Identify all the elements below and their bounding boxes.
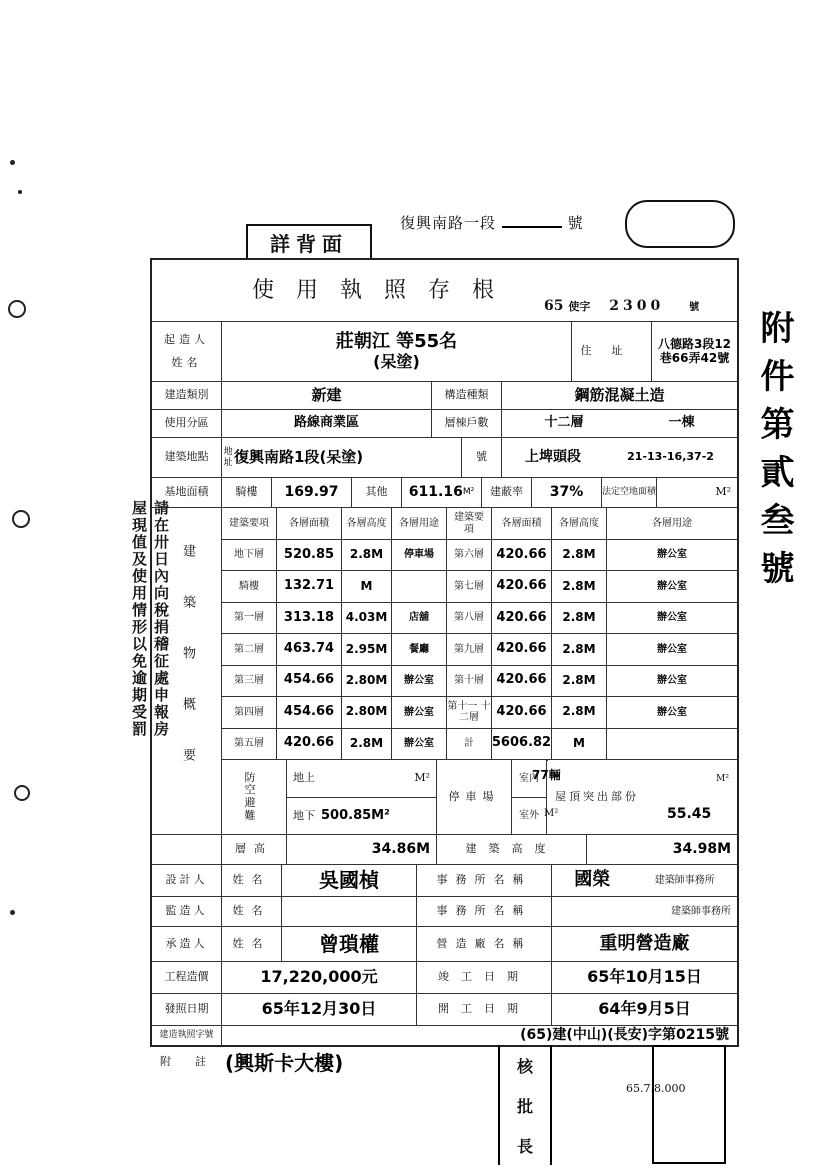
area-right-4-text: 420.66 (496, 672, 547, 688)
address-stamp-text: 復興南路一段 (400, 214, 497, 232)
header-right-2 (552, 508, 607, 540)
label-building-height (437, 835, 587, 865)
floor-left-0-text: 地下層 (234, 549, 264, 561)
floor-right-4-text: 第十層 (454, 675, 484, 687)
height-left-6 (342, 729, 392, 760)
label-structure-text: 構造種類 (444, 388, 489, 402)
label-zone-text: 使用分區 (164, 416, 209, 430)
use-left-0-text: 停車場 (404, 549, 434, 561)
height-right-1 (552, 571, 607, 602)
floor-right-1-text: 第七層 (454, 580, 484, 592)
floor-left-2-text: 第一層 (234, 612, 264, 624)
use-left-4-text: 辦公室 (404, 675, 434, 687)
header-left-1 (277, 508, 342, 540)
floor-right-0 (447, 540, 492, 571)
use-right-2 (607, 603, 737, 634)
label-contractor-name (222, 927, 282, 962)
building-floors-tail: 一棟 (668, 415, 695, 431)
shelter-below-label: 地下 (293, 808, 315, 822)
label-other-text: 其他 (365, 485, 388, 499)
header-right-0 (447, 508, 492, 540)
contractor-factory (552, 927, 737, 962)
use-right-4 (607, 666, 737, 697)
arcade-area-text: 169.97 (284, 484, 339, 501)
shelter-above-unit: M² (414, 771, 430, 785)
approval-label-2: 批 (516, 1096, 533, 1116)
form-title-row (152, 260, 737, 322)
use-right-3 (607, 634, 737, 665)
parking-outdoor-label-text: 室外 (519, 810, 539, 822)
floor-right-3-text: 第九層 (454, 643, 484, 655)
label-floors (432, 410, 502, 438)
use-left-2 (392, 603, 447, 634)
floor-left-1-text: 騎樓 (239, 580, 259, 592)
label-arcade-text: 騎樓 (235, 485, 258, 499)
height-right-5 (552, 697, 607, 728)
scan-speck (18, 190, 22, 194)
section-label-text: 建築物概要 (179, 543, 195, 799)
area-left-6 (277, 729, 342, 760)
label-permit-text: 建造執照字號 (159, 1030, 214, 1041)
scan-speck (12, 510, 30, 528)
corner-box (652, 1045, 726, 1164)
area-left-1 (277, 571, 342, 602)
issue-text: 65年12月30日 (261, 999, 377, 1019)
area-right-3-text: 420.66 (496, 641, 547, 657)
height-left-0 (342, 540, 392, 571)
owner-address (652, 322, 737, 382)
area-right-2-text: 420.66 (496, 609, 547, 625)
floor-left-3 (222, 634, 277, 665)
floor-left-5-text: 第四層 (234, 706, 264, 718)
label-start-text: 開工日期 (438, 1002, 530, 1016)
doc-number: 2300 (609, 298, 665, 314)
remark-row (150, 1043, 735, 1083)
floor-left-5 (222, 697, 277, 728)
label-cost-text: 工程造價 (164, 970, 209, 984)
area-left-0 (277, 540, 342, 571)
height-left-3-text: 2.95M (345, 641, 388, 656)
margin-notice (128, 500, 150, 800)
owner-name (222, 322, 572, 382)
parking-outdoor (530, 808, 558, 819)
usage-permit-form (150, 258, 739, 1047)
floor-right-0-text: 第六層 (454, 549, 484, 561)
label-complete-text: 竣工日期 (438, 970, 530, 984)
area-left-2-text: 313.18 (283, 609, 335, 625)
label-parking (437, 760, 512, 835)
label-designer-office-text: 事務所名稱 (436, 873, 532, 887)
label-contractor-text: 承造人 (165, 936, 208, 950)
height-left-1-text: M (360, 578, 373, 593)
floor-left-0 (222, 540, 277, 571)
use-left-4 (392, 666, 447, 697)
height-right-0 (552, 540, 607, 571)
height-right-2-text: 2.8M (562, 610, 596, 625)
height-left-4-text: 2.80M (345, 673, 388, 688)
building-structure-text: 鋼筋混凝土造 (574, 385, 665, 404)
building-floors-text: 十二層 (544, 415, 584, 431)
floor-left-6-text: 第五層 (234, 738, 264, 750)
height-left-1 (342, 571, 392, 602)
parking-indoor-label-text: 室內 (519, 772, 539, 784)
use-right-3-text: 辦公室 (657, 643, 687, 655)
legal-open (657, 478, 737, 508)
right-margin-text: 附件第貳叁號 (754, 310, 794, 598)
use-right-0-text: 辦公室 (657, 549, 687, 561)
label-designer-text: 設計人 (165, 873, 208, 887)
label-parking-text: 停車場 (448, 789, 500, 803)
building-height-text: 34.98M (672, 841, 731, 858)
address-stamp-tail: 號 (567, 214, 584, 232)
building-category (222, 382, 432, 410)
designer (282, 865, 417, 897)
area-right-0 (492, 540, 552, 571)
area-left-0-text: 520.85 (283, 546, 335, 562)
label-designer-name (222, 865, 282, 897)
header-left-2-text: 各層高度 (346, 517, 387, 529)
area-left-2 (277, 603, 342, 634)
parking-indoor-text: 77輛 (532, 768, 561, 782)
other-unit: M² (462, 487, 475, 498)
label-lot (462, 438, 502, 478)
label-shelter (222, 760, 287, 835)
floor-right-3 (447, 634, 492, 665)
label-arcade (222, 478, 272, 508)
label-site-text: 建築地點 (164, 450, 209, 464)
floor-height (287, 835, 437, 865)
floor-left-4-text: 第三層 (234, 675, 264, 687)
header-left-0-text: 建築要項 (229, 517, 269, 529)
label-lot-text: 號 (476, 450, 487, 464)
site-address (222, 438, 462, 478)
use-left-6 (392, 729, 447, 760)
height-left-5-text: 2.80M (345, 704, 388, 719)
label-structure (432, 382, 502, 410)
height-left-4 (342, 666, 392, 697)
site-address-text: 復興南路1段 (234, 447, 320, 466)
label-supervisor-office-text: 事務所名稱 (436, 904, 532, 918)
label-remark-text: 附註 (160, 1055, 230, 1068)
height-right-6-text: M (573, 735, 585, 750)
doc-year: 65 (544, 298, 564, 314)
label-legal-open-text: 法定空地面積 (602, 487, 657, 498)
use-left-0 (392, 540, 447, 571)
contractor (282, 927, 417, 962)
height-right-3-text: 2.8M (562, 641, 596, 656)
height-right-0-text: 2.8M (562, 547, 596, 562)
area-right-4 (492, 666, 552, 697)
address-stamp (400, 212, 584, 233)
label-area-text: 基地面積 (164, 485, 209, 499)
use-left-5 (392, 697, 447, 728)
height-right-3 (552, 634, 607, 665)
designer-office (552, 865, 737, 897)
shelter-above (287, 760, 437, 798)
label-address (572, 322, 652, 382)
header-left-1-text: 各層面積 (289, 517, 329, 529)
building-zone-text: 路線商業區 (293, 415, 359, 431)
roof-unit: M² (715, 773, 729, 784)
height-right-1-text: 2.8M (562, 578, 596, 593)
label-supervisor-text: 監造人 (165, 904, 208, 918)
label-floor-height-text: 層高 (235, 842, 273, 856)
area-right-0-text: 420.66 (496, 546, 547, 562)
other-area (402, 478, 482, 508)
height-right-4 (552, 666, 607, 697)
height-left-6-text: 2.8M (349, 735, 384, 750)
area-left-5 (277, 697, 342, 728)
header-right-3 (607, 508, 737, 540)
use-right-2-text: 辦公室 (657, 612, 687, 624)
label-cost (152, 962, 222, 994)
cost (222, 962, 417, 994)
label-category (152, 382, 222, 410)
use-right-1 (607, 571, 737, 602)
building-floors (502, 410, 737, 438)
height-right-2 (552, 603, 607, 634)
label-start (417, 994, 552, 1026)
remark-text: (興斯卡大樓) (225, 1051, 344, 1075)
use-left-6-text: 辦公室 (404, 738, 434, 750)
header-right-1-text: 各層面積 (501, 517, 542, 529)
other-area-text: 611.16 (408, 484, 463, 501)
use-right-5-text: 辦公室 (657, 706, 687, 718)
height-right-6 (552, 729, 607, 760)
roof-value: 55.45 (667, 805, 712, 822)
header-right-2-text: 各層高度 (559, 517, 599, 529)
floor-right-5 (447, 697, 492, 728)
owner-address-text: 八德路3段12巷66弄42號 (657, 336, 732, 365)
site-note: (呆塗) (319, 447, 364, 466)
floor-left-2 (222, 603, 277, 634)
label-designer (152, 865, 222, 897)
label-roof-text: 屋頂突出部份 (555, 789, 639, 803)
label-designer-office (417, 865, 552, 897)
start (552, 994, 737, 1026)
height-left-3 (342, 634, 392, 665)
floor-left-3-text: 第二層 (234, 643, 264, 655)
label-complete (417, 962, 552, 994)
scan-speck (10, 910, 15, 915)
area-right-6 (492, 729, 552, 760)
floor-left-4 (222, 666, 277, 697)
margin-notice-text-2: 請在卅日內向稅捐稽征處申報房 (152, 500, 170, 738)
lot-number: 21-13-16,37-2 (627, 450, 714, 464)
floor-right-5-text: 第十一 十二層 (447, 700, 491, 724)
height-left-5 (342, 697, 392, 728)
label-issue-text: 發照日期 (164, 1002, 209, 1016)
header-left-2 (342, 508, 392, 540)
margin-notice-2 (150, 500, 172, 800)
designer-text: 吳國楨 (319, 868, 379, 892)
floor-right-6 (447, 729, 492, 760)
label-zone (152, 410, 222, 438)
label-contractor-factory-text: 營造廠名稱 (436, 936, 532, 950)
use-right-5 (607, 697, 737, 728)
start-text: 64年9月5日 (598, 999, 691, 1019)
building-category-text: 新建 (311, 385, 342, 404)
coverage (532, 478, 602, 508)
area-right-1-text: 420.66 (496, 578, 547, 594)
use-right-6 (607, 729, 737, 760)
lot-text: 上埤頭段 (525, 449, 582, 466)
area-right-6-text: 5606.82 (491, 735, 552, 751)
supervisor-office (552, 897, 737, 927)
parking-indoor (524, 766, 561, 783)
area-right-5-text: 420.66 (496, 703, 547, 719)
scan-speck (8, 300, 26, 318)
label-supervisor (152, 897, 222, 927)
arcade-area (272, 478, 352, 508)
approval-label-3: 長 (516, 1136, 533, 1156)
label-floor-height (222, 835, 287, 865)
header-right-3-text: 各層用途 (652, 517, 692, 529)
floor-left-1 (222, 571, 277, 602)
floor-left-6 (222, 729, 277, 760)
roof-cell (547, 760, 737, 835)
label-contractor-factory (417, 927, 552, 962)
supervisor (282, 897, 417, 927)
label-coverage (482, 478, 532, 508)
area-right-5 (492, 697, 552, 728)
floor-height-text: 34.86M (371, 841, 430, 858)
stamp-label: 詳背面 (270, 231, 348, 256)
area-left-3-text: 463.74 (283, 641, 335, 657)
label-contractor (152, 927, 222, 962)
label-coverage-text: 建蔽率 (490, 485, 523, 499)
form-title: 使用執照存根 (252, 277, 517, 303)
label-name-text: 姓名 (171, 355, 202, 369)
use-left-3-text: 餐廳 (409, 643, 429, 655)
contractor-text: 曾瑣權 (319, 931, 379, 956)
owner-name-text: 莊朝江 等55名 (335, 330, 458, 352)
height-right-5-text: 2.8M (562, 704, 596, 719)
cost-text: 17,220,000元 (260, 967, 378, 987)
height-left-2 (342, 603, 392, 634)
floor-right-4 (447, 666, 492, 697)
approval-code-text: 65.7.8.000 (626, 1082, 686, 1095)
approval-label-1: 核 (516, 1056, 533, 1076)
label-builder-text: 起造人 (164, 332, 209, 346)
designer-office-suffix: 建築師事務所 (654, 874, 715, 886)
building-height (587, 835, 737, 865)
designer-office-text: 國榮 (574, 869, 611, 891)
shelter-below-value: 500.85M² (321, 807, 390, 823)
floor-right-2-text: 第八層 (454, 612, 484, 624)
issue (222, 994, 417, 1026)
header-right-1 (492, 508, 552, 540)
shelter-below (287, 798, 437, 835)
label-other (352, 478, 402, 508)
use-right-4-text: 辦公室 (657, 675, 687, 687)
label-supervisor-name (222, 897, 282, 927)
shelter-above-label: 地上 (293, 771, 315, 785)
label-builder (152, 322, 222, 382)
floor-right-1 (447, 571, 492, 602)
use-right-0 (607, 540, 737, 571)
label-site (152, 438, 222, 478)
height-left-0-text: 2.8M (349, 547, 384, 562)
floor-right-2 (447, 603, 492, 634)
label-legal-open (602, 478, 657, 508)
round-seal (625, 200, 735, 248)
use-left-2-text: 店舖 (409, 612, 429, 624)
building-structure (502, 382, 737, 410)
use-left-1 (392, 571, 447, 602)
label-supervisor-office (417, 897, 552, 927)
label-issue (152, 994, 222, 1026)
use-left-5-text: 辦公室 (404, 706, 434, 718)
use-right-1-text: 辦公室 (657, 580, 687, 592)
margin-notice-text: 屋現值及使用情形以免逾期受罰 (130, 500, 148, 738)
scan-speck (10, 160, 15, 165)
label-address-text: 住址 (580, 344, 643, 358)
label-building-height-text: 建築高度 (465, 842, 558, 856)
doc-char: 使字 (568, 300, 591, 313)
area-right-1 (492, 571, 552, 602)
area-left-3 (277, 634, 342, 665)
doc-suffix: 號 (689, 302, 700, 313)
area-left-5-text: 454.66 (283, 703, 335, 719)
area-right-3 (492, 634, 552, 665)
scan-speck (14, 785, 30, 801)
label-supervisor-name-text: 姓名 (232, 904, 271, 918)
approval-stamp (498, 1045, 552, 1165)
area-left-4-text: 454.66 (283, 672, 335, 688)
floor-right-6-text: 計 (464, 738, 474, 750)
site-sub-label: 地址 (223, 447, 233, 468)
supervisor-office-suffix: 建築師事務所 (671, 905, 731, 917)
area-left-1-text: 132.71 (283, 578, 335, 594)
header-left-3-text: 各層用途 (399, 517, 439, 529)
label-contractor-name-text: 姓名 (232, 936, 271, 950)
height-right-4-text: 2.8M (562, 673, 596, 688)
permit-text: (65)建(中山)(長安)字第0215號 (520, 1027, 729, 1044)
area-left-4 (277, 666, 342, 697)
label-category-text: 建造類別 (164, 388, 209, 402)
header-right-0-text: 建築要項 (454, 512, 484, 535)
owner-name-note: (呆塗) (373, 351, 420, 371)
complete (552, 962, 737, 994)
header-left-0 (222, 508, 277, 540)
legal-open-unit: M² (715, 485, 731, 499)
coverage-text: 37% (549, 484, 584, 501)
lot-info (502, 438, 737, 478)
parking-outdoor-text: M² (544, 808, 559, 819)
label-designer-name-text: 姓名 (232, 873, 271, 887)
area-right-2 (492, 603, 552, 634)
complete-text: 65年10月15日 (587, 967, 702, 987)
label-floors-text: 層棟戶數 (444, 416, 489, 430)
label-shelter-text: 防空避難 (244, 770, 264, 822)
header-left-3 (392, 508, 447, 540)
use-left-3 (392, 634, 447, 665)
height-left-2-text: 4.03M (345, 610, 388, 625)
building-zone (222, 410, 432, 438)
contractor-factory-text: 重明營造廠 (599, 932, 690, 954)
area-left-6-text: 420.66 (283, 735, 335, 751)
detail-back-stamp (246, 224, 372, 260)
right-margin-note (750, 310, 799, 1010)
